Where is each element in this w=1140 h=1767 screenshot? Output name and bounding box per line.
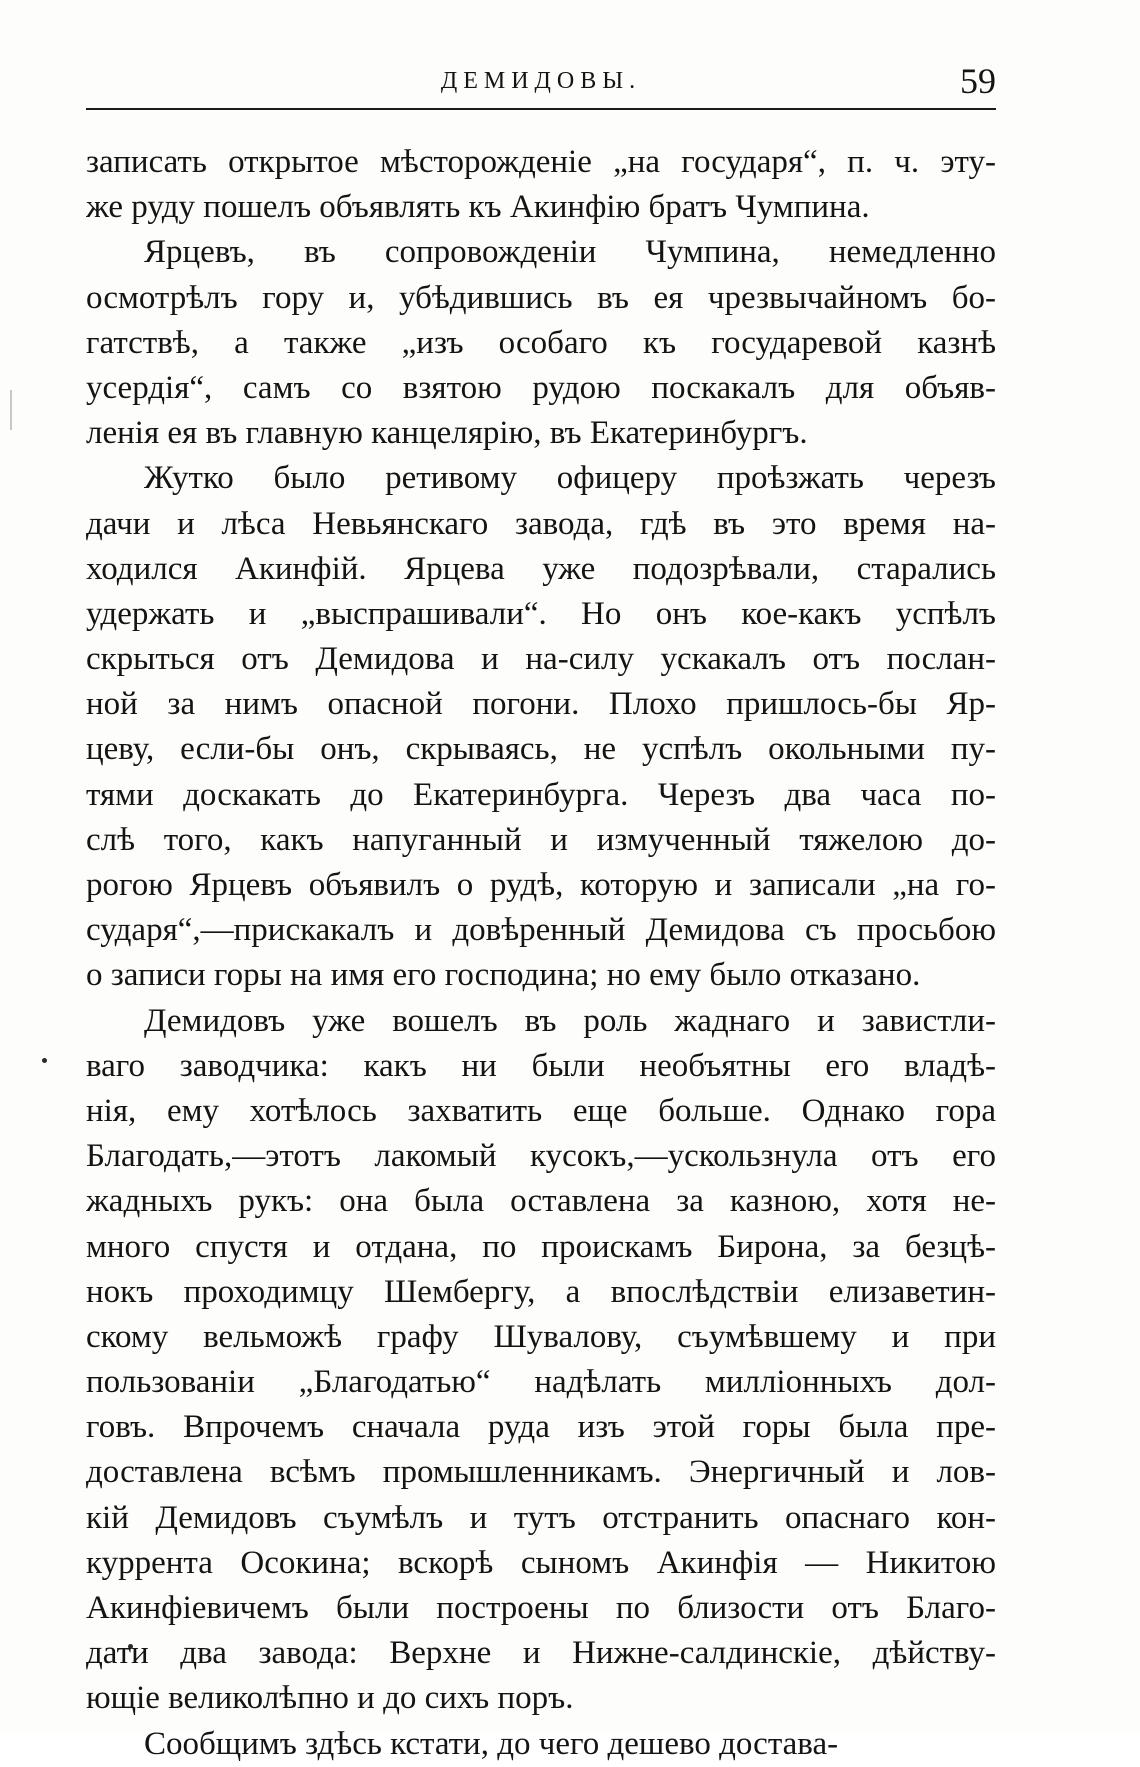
text-line: куррента Осокина; вскорѣ сыномъ Акинфія — Никитою xyxy=(86,1544,996,1581)
text-line: записать открытое мѣсторожденіе „на государя“, п. ч. эту- xyxy=(86,144,996,180)
paragraph xyxy=(86,1722,996,1767)
text-line: ваго заводчика: какъ ни были необъятны его владѣ- xyxy=(86,1047,996,1084)
text-line: скому вельможѣ графу Шувалову, съумѣвшему и при xyxy=(86,1318,996,1355)
paragraph xyxy=(86,140,996,230)
text-line: скрыться отъ Демидова и на-силу ускакалъ отъ послан- xyxy=(86,641,996,678)
scan-edge-mark xyxy=(10,390,12,430)
text-line: цеву, если-бы онъ, скрываясь, не успѣлъ окольными пу- xyxy=(86,731,996,768)
text-line: Благодать,—этотъ лакомый кусокъ,—ускользнула отъ его xyxy=(86,1138,996,1175)
page-header xyxy=(86,60,996,110)
page-number: 59 xyxy=(960,61,996,101)
text-line: много спустя и отдана, по проискамъ Бирона, за безцѣ- xyxy=(86,1228,996,1265)
text-line: Ярцевъ, въ сопровожденіи Чумпина, немедленно xyxy=(144,234,996,271)
text-line: слѣ того, какъ напуганный и измученный тяжелою до- xyxy=(86,821,996,858)
text-line: ющіе великолѣпно и до сихъ поръ. xyxy=(86,1680,574,1717)
paragraph xyxy=(86,230,996,456)
text-line: пользованіи „Благодатью“ надѣлать милліонныхъ дол- xyxy=(86,1364,996,1401)
text-line: Акинфіевичемъ были построены по близости отъ Благо- xyxy=(86,1590,996,1626)
text-line: сударя“,—прискакалъ и довѣренный Демидова съ просьбою xyxy=(86,912,996,949)
text-line: нокъ проходимцу Шембергу, а впослѣдствіи елизаветин- xyxy=(86,1273,996,1310)
running-title: ДЕМИДОВЫ. xyxy=(440,68,642,94)
text-line: рогою Ярцевъ объявилъ о рудѣ, которую и записали „на го- xyxy=(86,867,996,903)
text-line: доставлена всѣмъ промышленникамъ. Энергичный и лов- xyxy=(86,1454,996,1491)
header-rule xyxy=(86,108,996,110)
text-line: гатствѣ, а также „изъ особаго къ государевой казнѣ xyxy=(86,324,996,361)
text-line: кій Демидовъ съумѣлъ и тутъ отстранить опаснаго кон- xyxy=(86,1499,996,1536)
text-line: удержать и „выспрашивали“. Но онъ кое-какъ успѣлъ xyxy=(86,595,996,632)
text-line: же руду пошелъ объявлять къ Акинфію братъ Чумпина. xyxy=(86,189,870,226)
text-line: ленія ея въ главную канцелярію, въ Екатеринбургъ. xyxy=(86,415,808,452)
paragraph xyxy=(86,999,996,1722)
paragraph xyxy=(86,456,996,998)
text-line: нія, ему хотѣлось захватить еще больше. Однако гора xyxy=(86,1092,996,1129)
margin-dot xyxy=(42,1058,47,1063)
text-line: ной за нимъ опасной погони. Плохо пришлось-бы Яр- xyxy=(86,686,996,723)
text-line: жадныхъ рукъ: она была оставлена за казною, хотя не- xyxy=(86,1183,996,1220)
text-line: осмотрѣлъ гору и, убѣдившись въ ея чрезвычайномъ бо- xyxy=(86,279,996,316)
text-line: Сообщимъ здѣсь кстати, до чего дешево достава- xyxy=(144,1725,839,1762)
text-line: дачи и лѣса Невьянскаго завода, гдѣ въ это время на- xyxy=(86,505,996,542)
text-line: дати два завода: Верхне и Нижне-салдинскіе, дѣйству- xyxy=(86,1635,996,1672)
text-line: ходился Акинфій. Ярцева уже подозрѣвали, старались xyxy=(86,550,996,587)
text-line: тями доскакать до Екатеринбурга. Черезъ два часа по- xyxy=(86,776,996,813)
body-text xyxy=(86,140,996,1767)
text-line: говъ. Впрочемъ сначала руда изъ этой горы была пре- xyxy=(86,1409,996,1446)
text-line: усердія“, самъ со взятою рудою поскакалъ для объяв- xyxy=(86,369,996,406)
text-line: о записи горы на имя его господина; но ему было отказано. xyxy=(86,957,921,994)
text-line: Жутко было ретивому офицеру проѣзжать черезъ xyxy=(144,460,996,497)
text-line: Демидовъ уже вошелъ въ роль жаднаго и завистли- xyxy=(144,1002,996,1039)
